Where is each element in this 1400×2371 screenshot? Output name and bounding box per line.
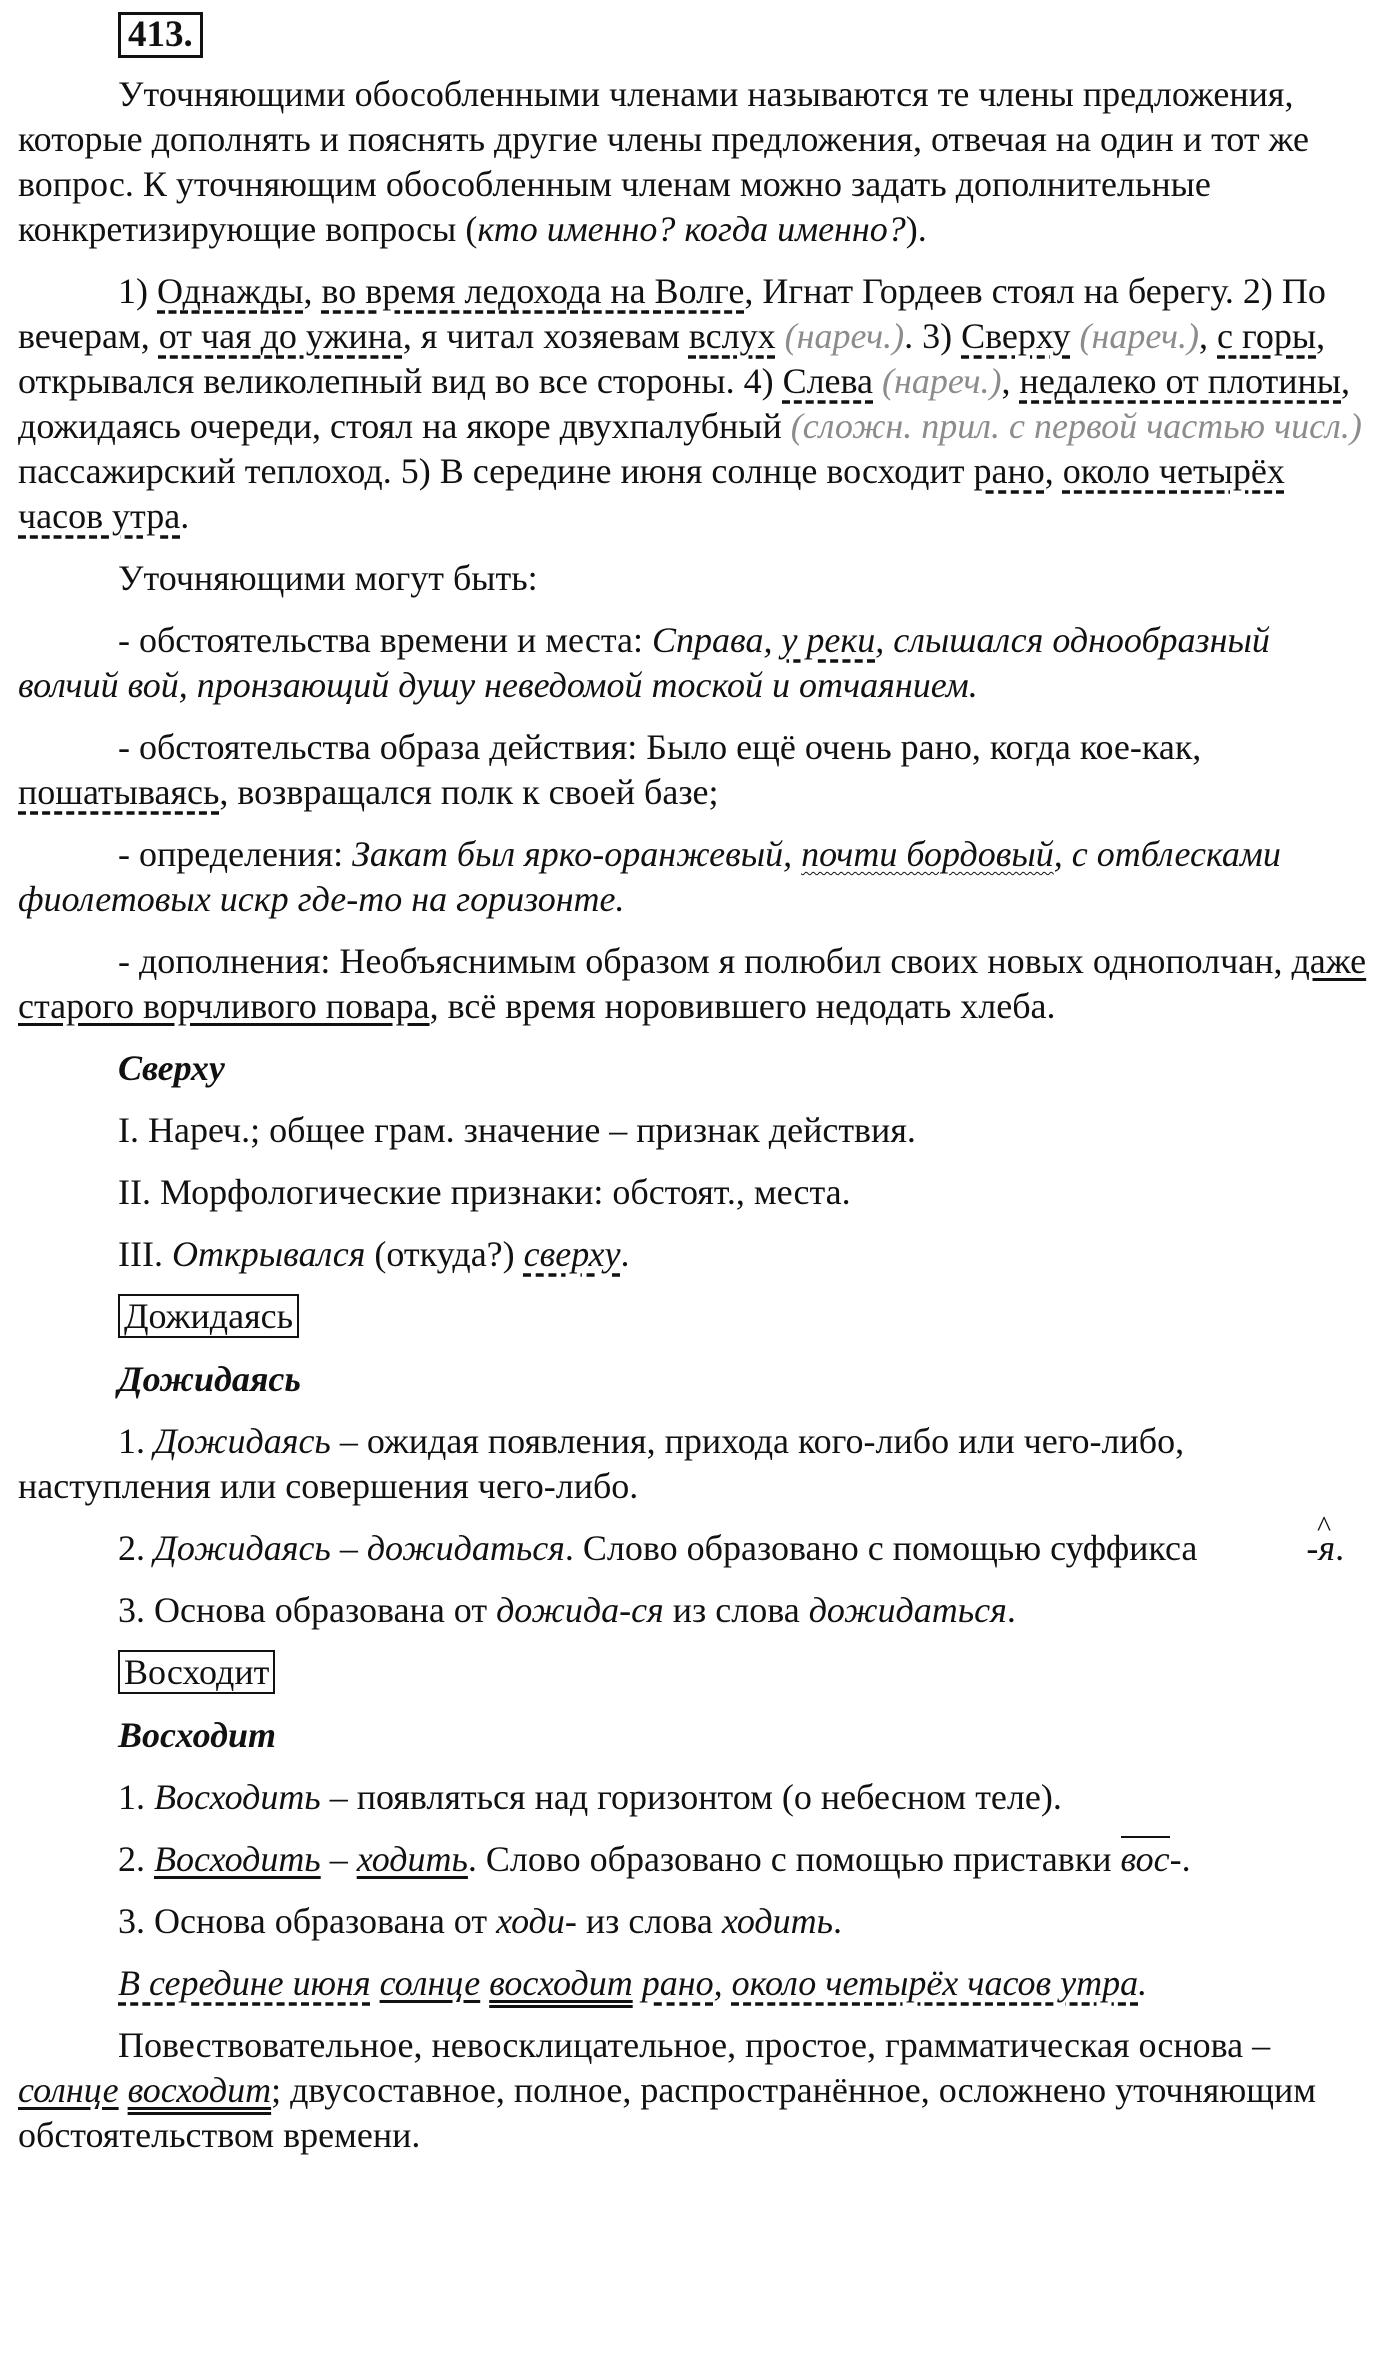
voshodit-morpheme-diagram <box>118 1650 1376 1695</box>
dozhidayas-line-3: 3. Основа образована от дожида-ся из слова дожидаться. <box>118 1590 1016 1630</box>
types-heading: Уточняющими могут быть: <box>118 558 538 598</box>
examples-paragraph: 1) Однажды, во время ледохода на Волге, Игнат Гордеев стоял на берегу. 2) По вечерам, от чая до ужина, я читал хозяевам вслух (нареч.). 3) Сверху (нареч.), с горы, открывался великолепный вид во все стороны. 4) Слева (нареч.), недалеко от плотины, дожидаясь очереди, стоял на якоре двухпалубный (сложн. прил. с первой частью числ.) пассажирский теплоход. 5) В середине июня солнце восходит рано, около четырёх часов утра. <box>18 271 1362 536</box>
dozhidayas-morpheme-diagram <box>118 1294 1376 1339</box>
type-manner: - обстоятельства образа действия: Было ещё очень рано, когда кое-как, пошатываясь, возвращался полк к своей базе; <box>18 727 1202 812</box>
dozhidayas-line-2: 2. Дожидаясь – дожидаться. Слово образовано с помощью суффикса ^ -я. <box>18 1526 1376 1571</box>
sverhu-line-3: III. Открывался (откуда?) сверху. <box>118 1234 630 1274</box>
voshodit-title: Восходит <box>118 1715 277 1755</box>
type-time-place: - обстоятельства времени и места: Справа, у реки, слышался однообразный волчий вой, пронзающий душу неведомой тоской и отчаянием. <box>18 620 1270 705</box>
voshodit-line-1: 1. Восходить – появляться над горизонтом (о небесном теле). <box>118 1777 1062 1817</box>
exercise-number: 413. <box>118 12 203 58</box>
type-attribute: - определения: Закат был ярко-оранжевый, почти бордовый, с отблесками фиолетовых искр где-то на горизонте. <box>18 834 1281 919</box>
sverhu-line-1: I. Нареч.; общее грам. значение – признак действия. <box>118 1110 916 1150</box>
dozhidayas-word: Дожидаясь <box>118 1294 299 1338</box>
analysis-sentence: В середине июня солнце восходит рано, около четырёх часов утра. <box>118 1963 1148 2003</box>
dozhidayas-title: Дожидаясь <box>118 1359 301 1399</box>
voshodit-line-3: 3. Основа образована от ходи- из слова ходить. <box>118 1901 843 1941</box>
type-object: - дополнения: Необъяснимым образом я полюбил своих новых однополчан, даже старого ворчливого повара, всё время норовившего недодать хлеба. <box>18 941 1367 1026</box>
sverhu-title: Сверху <box>118 1048 225 1088</box>
voshodit-line-2: 2. Восходить – ходить. Слово образовано с помощью приставки вос-. <box>18 1837 1376 1882</box>
voshodit-word: Восходит <box>118 1650 275 1694</box>
analysis-description: Повествовательное, невосклицательное, простое, грамматическая основа – солнце восходит; двусоставное, полное, распространённое, осложнено уточняющим обстоятельством времени. <box>18 2025 1317 2155</box>
intro-paragraph: Уточняющими обособленными членами называются те члены предложения, которые дополнять и пояснять другие члены предложения, отвечая на один и тот же вопрос. К уточняющим обособленным членам можно задать дополнительные конкретизирующие вопросы (кто именно? когда именно?). <box>18 74 1309 249</box>
sverhu-line-2: II. Морфологические признаки: обстоят., места. <box>118 1172 851 1212</box>
dozhidayas-line-1: 1. Дожидаясь – ожидая появления, прихода кого-либо или чего-либо, наступления или совершения чего-либо. <box>18 1421 1185 1506</box>
